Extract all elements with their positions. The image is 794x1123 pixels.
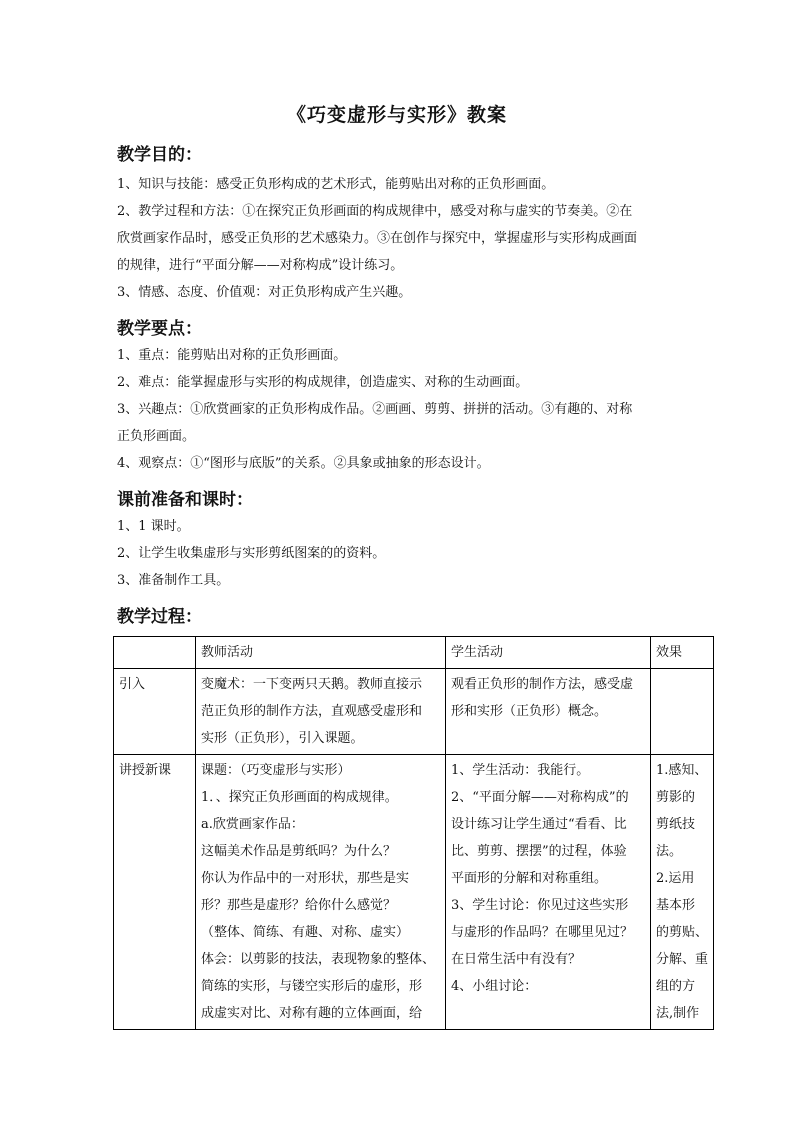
cell-line: 与虚形的作品吗？在哪里见过？ [451, 925, 634, 940]
cell-line: 法。 [656, 844, 683, 859]
cell-line: 2、“平面分解——对称构成”的 [451, 790, 629, 805]
cell-line: a.欣赏画家作品： [201, 817, 304, 832]
stage-cell: 引入 [114, 669, 196, 755]
keypoints-line: 4、观察点：①“图形与底版”的关系。②具象或抽象的形态设计。 [117, 456, 490, 471]
keypoints-line: 2、难点：能掌握虚形与实形的构成规律，创造虚实、对称的生动画面。 [117, 375, 529, 390]
cell-line: （整体、简练、有趣、对称、虚实） [201, 925, 410, 940]
cell-line: 简练的实形，与镂空实形后的虚形，形 [201, 979, 423, 994]
cell-line: 范正负形的制作方法，直观感受虚形和 [201, 704, 423, 719]
cell-line: 变魔术：一下变两只天鹅。教师直接示 [201, 677, 423, 692]
cell-line: 组的方 [656, 979, 696, 994]
teacher-activity-cell [196, 669, 446, 755]
cell-line: 设计练习让学生通过“看看、比 [451, 817, 627, 832]
goals-line: 欣赏画家作品时，感受正负形的艺术感染力。③在创作与探究中，掌握虚形与实形构成画面 [117, 231, 638, 246]
keypoints-line: 3、兴趣点：①欣赏画家的正负形构成作品。②画画、剪剪、拼拼的活动。③有趣的、对称 [117, 402, 633, 417]
cell-line: 课题：（巧变虚形与实形） [201, 763, 351, 778]
goals-line: 3、情感、态度、价值观：对正负形构成产生兴趣。 [117, 285, 412, 300]
effect-cell [651, 755, 714, 1030]
cell-line: 你认为作品中的一对形状，那些是实 [201, 871, 410, 886]
goals-line: 的规律，进行“平面分解——对称构成”设计练习。 [117, 258, 404, 273]
prep-line: 2、让学生收集虚形与实形剪纸图案的的资料。 [117, 546, 386, 561]
cell-line: 比、剪剪、摆摆”的过程，体验 [451, 844, 627, 859]
cell-line: 形和实形（正负形）概念。 [451, 704, 608, 719]
goals-line: 2、教学过程和方法：①在探究正负形画面的构成规律中，感受对称与虚实的节奏美。②在 [117, 204, 633, 219]
cell-line: 观看正负形的制作方法，感受虚 [451, 677, 634, 692]
cell-line: 3、学生讨论：你见过这些实形 [451, 898, 629, 913]
table-header-cell [114, 637, 196, 669]
prep-line: 3、准备制作工具。 [117, 573, 230, 588]
document-title: 《巧变虚形与实形》教案 [286, 104, 507, 126]
cell-line: 剪影的 [656, 790, 696, 805]
cell-line: 成虚实对比、对称有趣的立体画面，给 [201, 1006, 423, 1021]
effect-cell [651, 669, 714, 755]
cell-line: 这幅美术作品是剪纸吗？为什么？ [201, 844, 397, 859]
goals-line: 1、知识与技能：感受正负形构成的艺术形式，能剪贴出对称的正负形画面。 [117, 177, 555, 192]
cell-line: 在日常生活中有没有？ [451, 952, 582, 967]
prep-line: 1、1 课时。 [117, 519, 190, 534]
cell-line: 1．、探究正负形画面的构成规律。 [201, 790, 398, 805]
student-activity-cell [446, 669, 651, 755]
cell-line: 4、小组讨论： [451, 979, 538, 994]
lesson-process-table [113, 636, 714, 1030]
table-row [114, 669, 714, 755]
cell-line: 1.感知、 [656, 763, 708, 778]
cell-line: 1、学生活动：我能行。 [451, 763, 590, 778]
section-heading-keypoints: 教学要点： [117, 319, 202, 339]
table-header-cell: 效果 [651, 637, 714, 669]
section-heading-process: 教学过程： [117, 607, 202, 627]
section-heading-goals: 教学目的： [117, 145, 202, 165]
student-activity-cell [446, 755, 651, 1030]
section-heading-prep: 课前准备和课时： [117, 490, 253, 510]
cell-line: 剪纸技 [656, 817, 696, 832]
cell-line: 体会：以剪影的技法，表现物象的整体、 [201, 952, 436, 967]
cell-line: 的剪贴、 [656, 925, 709, 940]
cell-line: 分解、重 [656, 952, 709, 967]
table-header-cell: 学生活动 [446, 637, 651, 669]
table-row [114, 755, 714, 1030]
cell-line: 平面形的分解和对称重组。 [451, 871, 608, 886]
cell-line: 2.运用 [656, 871, 695, 886]
keypoints-line: 正负形画面。 [117, 429, 196, 444]
keypoints-line: 1、重点：能剪贴出对称的正负形画面。 [117, 348, 347, 363]
cell-line: 实形（正负形），引入课题。 [201, 731, 364, 746]
cell-line: 法,制作 [656, 1006, 700, 1021]
cell-line: 基本形 [656, 898, 696, 913]
table-header-row [114, 637, 714, 669]
stage-cell: 讲授新课 [114, 755, 196, 1030]
cell-line: 形？那些是虚形？给你什么感觉？ [201, 898, 397, 913]
teacher-activity-cell [196, 755, 446, 1030]
table-header-cell: 教师活动 [196, 637, 446, 669]
